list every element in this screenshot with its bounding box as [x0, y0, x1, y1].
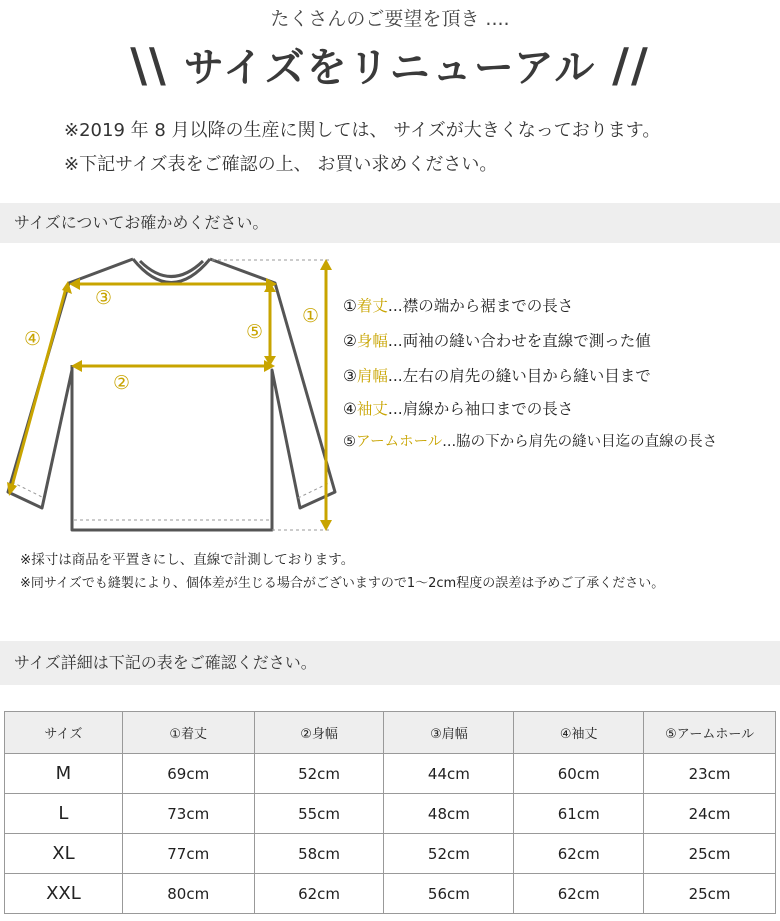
legend-term: 袖丈 — [356, 400, 388, 418]
table-row — [5, 834, 776, 874]
slash-left-decoration: \\ — [130, 38, 168, 92]
table-cell: 25cm — [644, 874, 776, 914]
page-headline — [0, 36, 780, 93]
table-cell: 62cm — [514, 834, 644, 874]
legend-item-4 — [343, 397, 573, 419]
table-cell: 23cm — [644, 754, 776, 794]
note-line-2: ※同サイズでも縫製により、個体差が生じる場合がございますので1～2cm程度の誤差は予めご了承ください。 — [20, 576, 665, 591]
table-cell: 55cm — [254, 794, 384, 834]
table-cell: 52cm — [254, 754, 384, 794]
table-cell: 69cm — [122, 754, 254, 794]
table-cell: 80cm — [122, 874, 254, 914]
table-cell: 58cm — [254, 834, 384, 874]
measure-label-4: ④ — [24, 328, 42, 350]
stitch-lines — [12, 260, 331, 530]
legend-item-2 — [343, 329, 651, 351]
table-row — [5, 794, 776, 834]
table-header-cell: サイズ — [5, 712, 123, 754]
table-cell: 61cm — [514, 794, 644, 834]
measure-label-1: ① — [302, 305, 320, 327]
table-header-cell: ②身幅 — [254, 712, 384, 754]
legend-item-1 — [343, 294, 573, 316]
section-title-2: サイズ詳細は下記の表をご確認ください。 — [0, 641, 780, 685]
notice-line-1: ※2019 年 8 月以降の生産に関しては、 サイズが大きくなっております。 — [64, 120, 661, 141]
table-cell: 25cm — [644, 834, 776, 874]
legend-term: アームホール — [356, 434, 443, 450]
note-line-1: ※採寸は商品を平置きにし、直線で計測しております。 — [20, 552, 355, 568]
table-cell: 52cm — [384, 834, 514, 874]
size-table — [4, 711, 776, 914]
table-cell: L — [5, 794, 123, 834]
legend-num: ③ — [343, 367, 357, 385]
intro-text: たくさんのご要望を頂き .... — [270, 8, 510, 30]
shirt-outline — [8, 259, 335, 530]
legend-num: ④ — [343, 400, 357, 418]
table-cell: 56cm — [384, 874, 514, 914]
table-cell: 48cm — [384, 794, 514, 834]
table-header-row — [5, 712, 776, 754]
measure-label-3: ③ — [95, 287, 113, 309]
notice-line-2: ※下記サイズ表をご確認の上、 お買い求めください。 — [64, 154, 498, 175]
headline-text: サイズをリニューアル — [183, 45, 597, 91]
table-cell: 44cm — [384, 754, 514, 794]
legend-num: ② — [343, 332, 357, 350]
legend-desc: ...肩線から袖口までの長さ — [387, 400, 574, 418]
table-header-cell: ③肩幅 — [384, 712, 514, 754]
section-title-1: サイズについてお確かめください。 — [0, 203, 780, 243]
legend-desc: ...左右の肩先の縫い目から縫い目まで — [387, 367, 651, 385]
table-cell: 62cm — [254, 874, 384, 914]
measurement-lines — [7, 259, 332, 531]
legend-desc: ...襟の端から裾までの長さ — [387, 297, 574, 315]
measure-label-5: ⑤ — [246, 321, 264, 343]
legend-desc: ...両袖の縫い合わせを直線で測った値 — [387, 332, 651, 350]
table-header-cell: ④袖丈 — [514, 712, 644, 754]
table-header-cell: ⑤アームホール — [644, 712, 776, 754]
shirt-diagram — [0, 250, 340, 540]
table-row — [5, 754, 776, 794]
legend-item-5 — [343, 430, 717, 451]
slash-right-decoration: // — [612, 38, 650, 92]
table-header-cell: ①着丈 — [122, 712, 254, 754]
table-cell: 24cm — [644, 794, 776, 834]
legend-term: 肩幅 — [356, 367, 388, 385]
table-cell: 77cm — [122, 834, 254, 874]
legend-term: 身幅 — [356, 332, 388, 350]
table-cell: XXL — [5, 874, 123, 914]
legend-term: 着丈 — [356, 297, 388, 315]
legend-num: ⑤ — [343, 434, 356, 450]
legend-desc: ...脇の下から肩先の縫い目迄の直線の長さ — [442, 434, 718, 450]
table-cell: 62cm — [514, 874, 644, 914]
table-row — [5, 874, 776, 914]
table-cell: 73cm — [122, 794, 254, 834]
table-cell: XL — [5, 834, 123, 874]
table-cell: M — [5, 754, 123, 794]
legend-num: ① — [343, 297, 357, 315]
table-cell: 60cm — [514, 754, 644, 794]
measure-label-2: ② — [113, 372, 131, 394]
legend-item-3 — [343, 364, 651, 386]
